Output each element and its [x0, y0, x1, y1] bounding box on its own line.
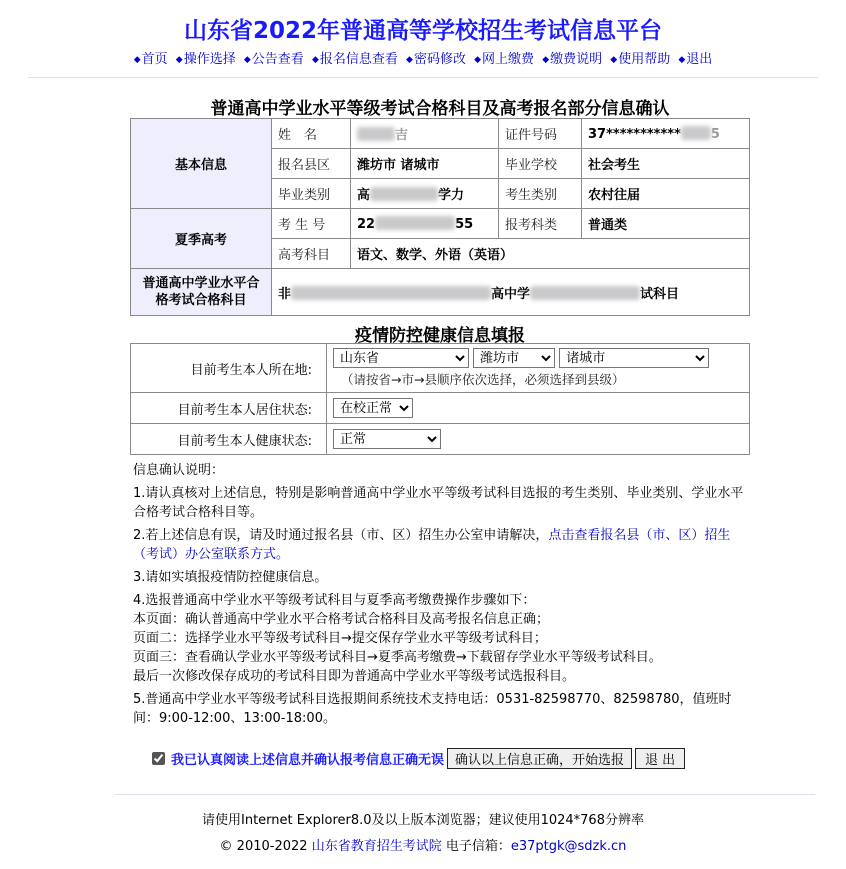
redacted-block	[681, 126, 711, 140]
note-4-step-4: 最后一次修改保存成功的考试科目即为普通高中学业水平等级考试选报科目。	[133, 669, 576, 684]
nav-label: 使用帮助	[618, 52, 671, 67]
subjects-label: 高考科目	[272, 239, 351, 269]
level-mid: 高中学	[491, 286, 531, 302]
level-exam-header: 普通高中学业水平合格考试合格科目	[131, 269, 272, 316]
bottom-divider	[115, 794, 815, 795]
exam-no-label: 考 生 号	[272, 209, 351, 239]
id-value-head: 37***********	[588, 126, 681, 142]
nav-label: 缴费说明	[550, 52, 603, 67]
name-label: 姓 名	[272, 119, 351, 149]
nav-label: 网上缴费	[482, 52, 535, 67]
note-4-title: 4.选报普通高中学业水平等级考试科目与夏季高考缴费操作步骤如下：	[133, 593, 536, 608]
notes-block	[133, 461, 748, 732]
subjects-value: 语文、数学、外语（英语）	[351, 239, 750, 269]
residence-select[interactable]	[333, 398, 413, 418]
copyright-text: © 2010-2022	[219, 839, 308, 854]
residence-label: 目前考生本人居住状态:	[131, 393, 327, 424]
province-select[interactable]	[333, 348, 469, 368]
agree-label[interactable]: 我已认真阅读上述信息并确认报考信息正确无误	[171, 753, 445, 768]
exam-no-value	[351, 209, 499, 239]
note-5: 5.普通高中学业水平等级考试科目选报期间系统技术支持电话：0531-82598770、82598780，值班时间：9:00-12:00、13:00-18:00。	[133, 692, 732, 726]
city-select[interactable]	[473, 348, 555, 368]
nav-label: 密码修改	[413, 52, 466, 67]
email-link[interactable]: e37ptgk@sdzk.cn	[510, 839, 627, 854]
info-section-title: 普通高中学业水平等级考试合格科目及高考报名部分信息确认	[210, 99, 670, 119]
level-head: 非	[278, 286, 292, 302]
exam-no-tail: 55	[455, 216, 474, 232]
note-1: 1.请认真核对上述信息，特别是影响普通高中学业水平等级考试科目选报的考生类别、毕业类别、学业水平合格考试合格科目等。	[133, 486, 744, 520]
redacted-block	[530, 286, 640, 300]
basic-info-header: 基本信息	[131, 119, 272, 209]
school-value: 社会考生	[582, 149, 750, 179]
nav-label: 报名信息查看	[319, 52, 398, 67]
nav-help[interactable]	[610, 52, 670, 67]
name-value-tail: 吉	[395, 128, 409, 143]
nav-operation[interactable]	[176, 52, 236, 67]
confirm-row	[152, 748, 685, 769]
residence-cell	[327, 393, 750, 424]
bullet-icon: ◆	[542, 55, 550, 65]
redacted-block	[291, 286, 491, 300]
bullet-icon: ◆	[678, 55, 686, 65]
name-value	[351, 119, 499, 149]
bullet-icon: ◆	[133, 55, 141, 65]
bullet-icon: ◆	[610, 55, 618, 65]
health-section-title: 疫情防控健康信息填报	[355, 326, 525, 346]
county-value: 潍坊市 诸城市	[351, 149, 499, 179]
redacted-block	[370, 187, 438, 201]
top-divider	[28, 77, 818, 78]
grad-type-value	[351, 179, 499, 209]
apply-type-label: 报考科类	[499, 209, 582, 239]
nav-payment-help[interactable]	[542, 52, 602, 67]
county-label: 报名县区	[272, 149, 351, 179]
redacted-block	[375, 216, 455, 230]
grad-type-tail: 学力	[438, 188, 465, 203]
bullet-icon: ◆	[406, 55, 413, 65]
bullet-icon: ◆	[474, 55, 482, 65]
browser-note: 请使用Internet Explorer8.0及以上版本浏览器；建议使用1024*768分辨率	[202, 813, 644, 828]
bullet-icon: ◆	[243, 55, 251, 65]
district-select[interactable]	[559, 348, 709, 368]
nav-logout[interactable]	[678, 52, 712, 67]
location-hint: （请按省→市→县顺序依次选择，必须选择到县级）	[341, 372, 625, 387]
email-label: 电子信箱：	[445, 839, 511, 854]
note-2	[133, 526, 748, 564]
health-select[interactable]	[333, 429, 441, 449]
grad-type-head: 高	[357, 188, 371, 203]
id-value	[582, 119, 750, 149]
exam-type-value: 农村往届	[582, 179, 750, 209]
redacted-block	[357, 127, 395, 141]
nav-password[interactable]	[406, 52, 466, 67]
exit-button[interactable]: 退 出	[635, 748, 685, 769]
health-table	[130, 343, 750, 455]
note-3: 3.请如实填报疫情防控健康信息。	[133, 570, 328, 585]
agree-checkbox[interactable]	[152, 752, 165, 765]
nav-home[interactable]	[134, 52, 168, 67]
nav-label: 首页	[141, 52, 168, 67]
notes-heading: 信息确认说明：	[133, 463, 225, 478]
note-4-step-1: 本页面：确认普通高中学业水平合格考试合格科目及高考报名信息正确；	[133, 612, 550, 627]
copyright-line	[0, 835, 846, 854]
nav-registration-info[interactable]	[312, 52, 398, 67]
apply-type-value: 普通类	[582, 209, 750, 239]
health-label: 目前考生本人健康状态:	[131, 424, 327, 455]
level-tail: 试科目	[640, 286, 680, 302]
health-cell	[327, 424, 750, 455]
note-4-step-3: 页面三：查看确认学业水平等级考试科目→夏季高考缴费→下载留存学业水平等级考试科目。	[133, 650, 662, 665]
nav-label: 退出	[686, 52, 713, 67]
top-nav	[0, 48, 846, 67]
exam-no-head: 22	[357, 216, 376, 232]
location-label: 目前考生本人所在地:	[131, 344, 327, 393]
start-selection-button[interactable]: 确认以上信息正确，开始选报	[447, 748, 632, 769]
bullet-icon: ◆	[311, 55, 319, 65]
nav-notices[interactable]	[244, 52, 304, 67]
location-cell	[327, 344, 750, 393]
grad-type-label: 毕业类别	[272, 179, 351, 209]
contact-office-link[interactable]: 点击查看报名县（市、区）招生（考试）办公室联系方式。	[133, 528, 731, 562]
org-link[interactable]: 山东省教育招生考试院	[311, 839, 442, 854]
bullet-icon: ◆	[175, 55, 183, 65]
nav-label: 公告查看	[251, 52, 304, 67]
id-label: 证件号码	[499, 119, 582, 149]
level-exam-value	[272, 269, 750, 316]
summer-exam-header: 夏季高考	[131, 209, 272, 269]
note-2-text: 2.若上述信息有误，请及时通过报名县（市、区）招生办公室申请解决，	[133, 528, 549, 543]
note-4	[133, 591, 748, 686]
school-label: 毕业学校	[499, 149, 582, 179]
nav-payment[interactable]	[474, 52, 534, 67]
info-table	[130, 118, 750, 316]
site-title: 山东省2022年普通高等学校招生考试信息平台	[183, 18, 662, 44]
note-4-step-2: 页面二：选择学业水平等级考试科目→提交保存学业水平等级考试科目；	[133, 631, 547, 646]
id-value-tail: 5	[710, 126, 720, 142]
exam-type-label: 考生类别	[499, 179, 582, 209]
nav-label: 操作选择	[183, 52, 236, 67]
